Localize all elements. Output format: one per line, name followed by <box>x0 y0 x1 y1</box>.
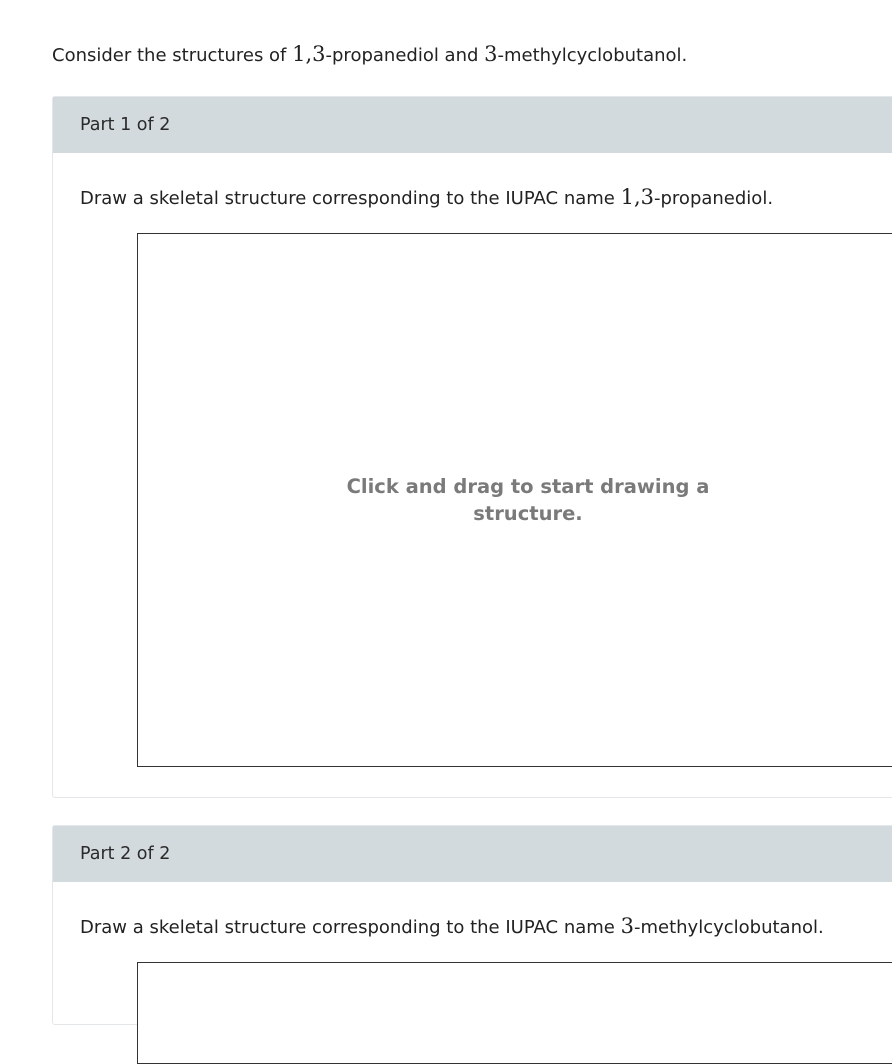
part-1-compound-name: -propanediol. <box>654 188 774 209</box>
intro-locant-1: 1,3 <box>292 42 326 66</box>
part-2-prompt <box>80 912 824 942</box>
intro-prefix: Consider the structures of <box>52 45 293 66</box>
part-2-drawing-canvas[interactable] <box>137 962 892 1064</box>
intro-compound-2: -methylcyclobutanol. <box>497 45 688 66</box>
part-2-card <box>52 825 892 1025</box>
canvas-hint <box>138 473 892 527</box>
part-2-locant: 3 <box>620 914 634 938</box>
intro-text <box>52 40 687 70</box>
part-2-header: Part 2 of 2 <box>53 826 892 882</box>
intro-compound-1: -propanediol and <box>325 45 485 66</box>
part-2-prompt-prefix: Draw a skeletal structure corresponding to the IUPAC name <box>80 917 621 938</box>
part-1-locant: 1,3 <box>620 185 654 209</box>
canvas-hint-text: Click and drag to start drawing a structure. <box>346 475 710 525</box>
part-2-compound-name: -methylcyclobutanol. <box>633 917 824 938</box>
part-1-header: Part 1 of 2 <box>53 97 892 153</box>
part-1-card <box>52 96 892 798</box>
part-1-drawing-canvas[interactable] <box>137 233 892 767</box>
part-1-prompt-prefix: Draw a skeletal structure corresponding to the IUPAC name <box>80 188 621 209</box>
part-1-prompt <box>80 183 773 213</box>
intro-locant-2: 3 <box>484 42 498 66</box>
